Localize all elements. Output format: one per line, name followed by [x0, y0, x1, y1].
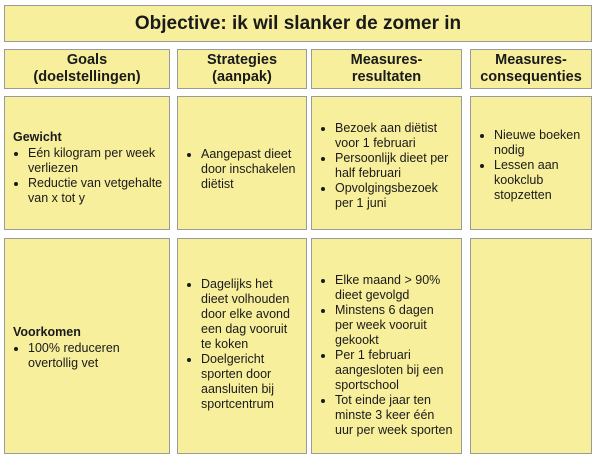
header-goals-line1: Goals: [66, 52, 108, 68]
row1-result-item: • Bezoek aan diëtist voor 1 februari: [335, 121, 455, 151]
header-consequences: [470, 49, 592, 89]
row2-strategy-item: • Doelgericht sporten door aansluiten bij sportcentrum: [201, 352, 300, 412]
header-strategies-line1: Strategies: [206, 52, 278, 68]
row2-goals-cell: [4, 238, 170, 454]
row1-strategies-list: [186, 147, 300, 192]
row1-consequence-item: • Nieuwe boeken nodig: [494, 128, 585, 158]
row1-result-item: • Persoonlijk dieet per half februari: [335, 151, 455, 181]
row1-consequence-item: • Lessen aan kookclub stopzetten: [494, 158, 585, 203]
row2-goal-label: Voorkomen: [13, 325, 81, 339]
header-results: [311, 49, 462, 89]
row2-consequences-cell: [470, 238, 592, 454]
row2-strategy-item: • Dagelijks het dieet volhouden door elke avond een dag vooruit te koken: [201, 277, 300, 352]
row2-result-item: • Tot einde jaar ten minste 3 keer één uur per week sporten: [335, 393, 455, 438]
row2-goals-list: [13, 341, 163, 371]
header-strategies-line2: (aanpak): [212, 69, 272, 85]
row2-strategies-cell: [177, 238, 307, 454]
row1-goals-list: [13, 146, 163, 206]
row1-strategy-item: • Aangepast dieet door inschakelen diëtist: [201, 147, 300, 192]
row2-results-cell: [311, 238, 462, 454]
row1-strategies-cell: [177, 96, 307, 230]
row2-strategies-list: [186, 277, 300, 412]
row1-consequences-list: [479, 128, 585, 203]
row1-goal-item: • Reductie van vetgehalte van x tot y: [28, 176, 163, 206]
objective-title: [4, 5, 592, 42]
header-consequences-line1: Measures-: [495, 52, 567, 68]
row2-result-item: • Elke maand > 90% dieet gevolgd: [335, 273, 455, 303]
row2-results-list: [320, 273, 455, 438]
header-goals-line2: (doelstellingen): [33, 69, 141, 85]
row1-goals-cell: [4, 96, 170, 230]
objective-title-text: Objective: ik wil slanker de zomer in: [134, 12, 462, 34]
header-goals: [4, 49, 170, 89]
row1-goal-label: Gewicht: [13, 130, 62, 144]
row1-goal-item: • Eén kilogram per week verliezen: [28, 146, 163, 176]
header-consequences-line2: consequenties: [480, 69, 582, 85]
row2-result-item: • Per 1 februari aangesloten bij een sportschool: [335, 348, 455, 393]
header-strategies: [177, 49, 307, 89]
row1-result-item: • Opvolgingsbezoek per 1 juni: [335, 181, 455, 211]
row1-results-list: [320, 121, 455, 211]
header-results-line1: Measures-: [350, 52, 423, 68]
row2-result-item: • Minstens 6 dagen per week vooruit gekookt: [335, 303, 455, 348]
header-results-line2: resultaten: [351, 69, 422, 85]
row1-consequences-cell: [470, 96, 592, 230]
row1-results-cell: [311, 96, 462, 230]
row2-goal-item: • 100% reduceren overtollig vet: [28, 341, 163, 371]
